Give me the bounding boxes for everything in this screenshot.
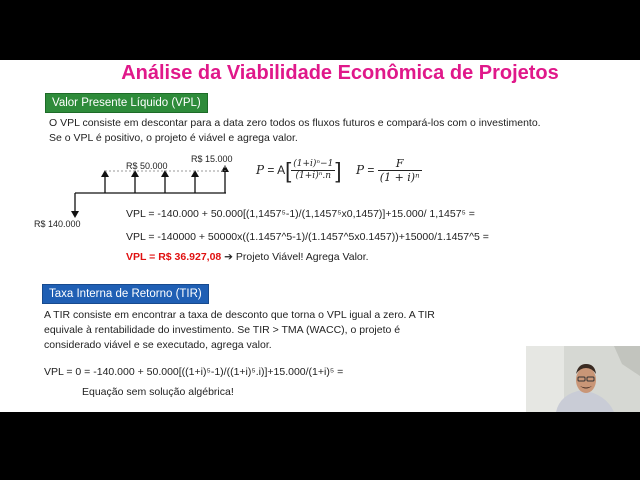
formula2-fraction	[378, 157, 422, 184]
formula2-lhs: P	[356, 163, 365, 177]
vpl-description-line1: O VPL consiste em descontar para a data zero todos os fluxos futuros e compará-los com o investimento.	[49, 117, 541, 129]
presenter-image	[526, 346, 640, 412]
vpl-calculation-line1: VPL = -140.000 + 50.000[(1,1457⁵-1)/(1,1457⁵x0,1457)]+15.000/ 1,1457⁵ =	[126, 208, 475, 220]
vpl-section-header: Valor Presente Líquido (VPL)	[45, 93, 208, 113]
present-value-formula	[356, 156, 422, 184]
inflow-label: R$ 50.000	[126, 161, 168, 171]
final-value-label: R$ 15.000	[191, 154, 233, 164]
formula1-denominator: (1+i)ⁿ.n	[295, 171, 332, 182]
arrow-right-icon: ➔	[224, 251, 233, 263]
vpl-calculation-line2: VPL = -140000 + 50000x((1.1457^5-1)/(1.1457^5x0.1457))+15000/1.1457^5 =	[126, 231, 489, 243]
formula2-denominator: (1 + i)ⁿ	[379, 171, 420, 185]
formula1-lhs: P	[256, 163, 265, 177]
presenter-webcam	[526, 346, 640, 412]
tir-description: A TIR consiste em encontrar a taxa de desconto que torna o VPL igual a zero. A TIR equivale à rentabilidade do investimento. Se TIR > TMA (WACC), o projeto é considerado viável e se executado, agrega valor.	[44, 309, 435, 351]
formula1-fraction	[291, 159, 335, 182]
slide	[0, 60, 640, 412]
vpl-result-row	[126, 250, 369, 265]
tir-note: Equação sem solução algébrica!	[82, 386, 234, 398]
formula1-numerator: (1+i)ⁿ−1	[293, 159, 334, 170]
tir-equation: VPL = 0 = -140.000 + 50.000[((1+i)⁵-1)/((1+i)⁵.i)]+15.000/(1+i)⁵ =	[44, 366, 344, 378]
vpl-description-line2: Se o VPL é positivo, o projeto é viável e agrega valor.	[49, 132, 298, 144]
outflow-label: R$ 140.000	[34, 219, 81, 229]
vpl-result-value: VPL = R$ 36.927,08	[126, 251, 222, 263]
formula1-eq: = A	[267, 163, 286, 177]
annuity-formula: P = A[ $\frac{\text{(1+i)ⁿ−1}}{\text{(1+i)ⁿ.n}}$ ]	[256, 157, 342, 183]
formula2-numerator: F	[378, 157, 422, 171]
vpl-conclusion: Projeto Viável! Agrega Valor.	[232, 251, 369, 263]
slide-title: Análise da Viabilidade Econômica de Projetos	[121, 62, 559, 84]
tir-section-header: Taxa Interna de Retorno (TIR)	[42, 284, 209, 304]
formula2-eq: =	[367, 163, 375, 177]
